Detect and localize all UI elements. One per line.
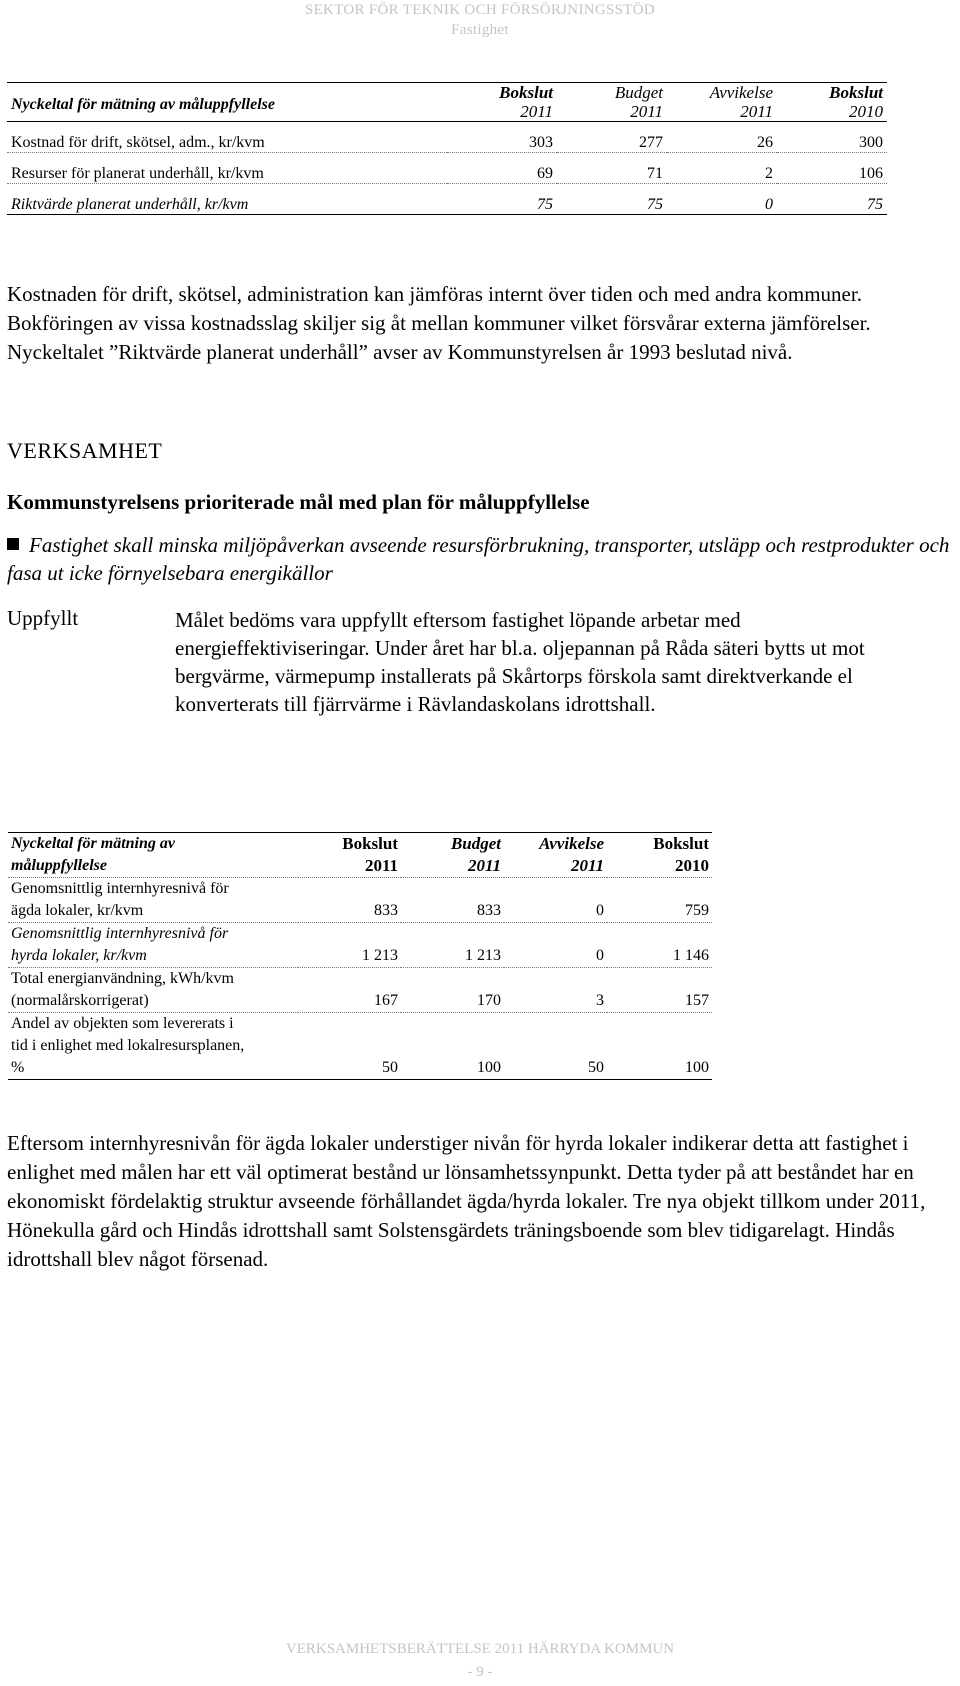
table-row: Kostnad för drift, skötsel, adm., kr/kvm 303 277 26 300 [7,122,887,153]
goal-status-label: Uppfyllt [7,606,79,630]
goal-status-text: Målet bedöms vara uppfyllt eftersom fastighet löpande arbetar med energieffektiviseringar. Under året har bl.a. oljepannan på Råda säteri bytts ut mot bergvärme, värmepump installerats på Skårtorps förskola samt direktverkande el konverterats till fjärrvärme i Rävlandaskolans idrottshall. [175,608,865,716]
column-header: Avvikelse 2011 [504,833,607,878]
section-title: VERKSAMHET [7,438,163,463]
running-header-subtitle: Fastighet [451,22,509,38]
kpi-table-2 [8,832,712,1080]
running-footer: VERKSAMHETSBERÄTTELSE 2011 HÄRRYDA KOMMUN [285,1641,675,1657]
kpi-table-1-header [7,83,887,122]
table-row: Total energianvändning, kWh/kvm (normalårskorrigerat) 167 170 3 157 [8,968,712,1013]
column-header: Budget 2011 [557,83,667,122]
goal-statement: Fastighet skall minska miljöpåverkan avseende resursförbrukning, transporter, utsläpp och restprodukter och fasa ut icke förnyelsebara energikällor [7,533,950,585]
goals-subheading: Kommunstyrelsens prioriterade mål med plan för måluppfyllelse [7,490,590,514]
page-number: - 9 - [467,1664,493,1680]
running-header-title: SEKTOR FÖR TEKNIK OCH FÖRSÖRJNINGSSTÖD [304,2,656,18]
table-row: Riktvärde planerat underhåll, kr/kvm 75 75 0 75 [7,184,887,215]
kpi-table-1 [7,82,887,215]
body-paragraph-1: Kostnaden för drift, skötsel, administration kan jämföras internt över tiden och med andra kommuner. Bokföringen av vissa kostnadsslag skiljer sig åt mellan kommuner vilket försvårar externa jämförelser. Nyckeltalet ”Riktvärde planerat underhåll” avser av Kommunstyrelsen år 1993 beslutad nivå. [7,282,871,364]
column-header: Avvikelse 2011 [667,83,777,122]
table-row: Genomsnittlig internhyresnivå för hyrda lokaler, kr/kvm 1 213 1 213 0 1 146 [8,923,712,968]
kpi-table-1-title: Nyckeltal för mätning av måluppfyllelse [7,83,447,122]
column-header: Bokslut 2011 [298,833,401,878]
table-row: Genomsnittlig internhyresnivå för ägda lokaler, kr/kvm 833 833 0 759 [8,878,712,923]
column-header: Bokslut 2011 [447,83,557,122]
column-header: Bokslut 2010 [777,83,887,122]
kpi-table-2-header [8,833,712,878]
table-row: Resurser för planerat underhåll, kr/kvm 69 71 2 106 [7,153,887,184]
column-header: Bokslut 2010 [607,833,712,878]
table-row: Andel av objekten som levererats i tid i enlighet med lokalresursplanen, % 50 100 50 100 [8,1013,712,1080]
column-header: Budget 2011 [401,833,504,878]
body-paragraph-2: Eftersom internhyresnivån för ägda lokaler understiger nivån för hyrda lokaler indikerar detta att fastighet i enlighet med målen har ett väl optimerat bestånd ur lönsamhetssynpunkt. Detta tyder på att beståndet har en ekonomiskt fördelaktig struktur avseende förhållandet ägda/hyrda lokaler. Tre nya objekt tillkom under 2011, Hönekulla gård och Hindås idrottshall samt Solstensgärdets träningsboende som blev tidigarelagt. Hindås idrottshall blev något försenad. [7,1131,926,1271]
kpi-table-2-title: Nyckeltal för mätning av måluppfyllelse [8,833,298,878]
square-bullet-icon [7,538,19,550]
